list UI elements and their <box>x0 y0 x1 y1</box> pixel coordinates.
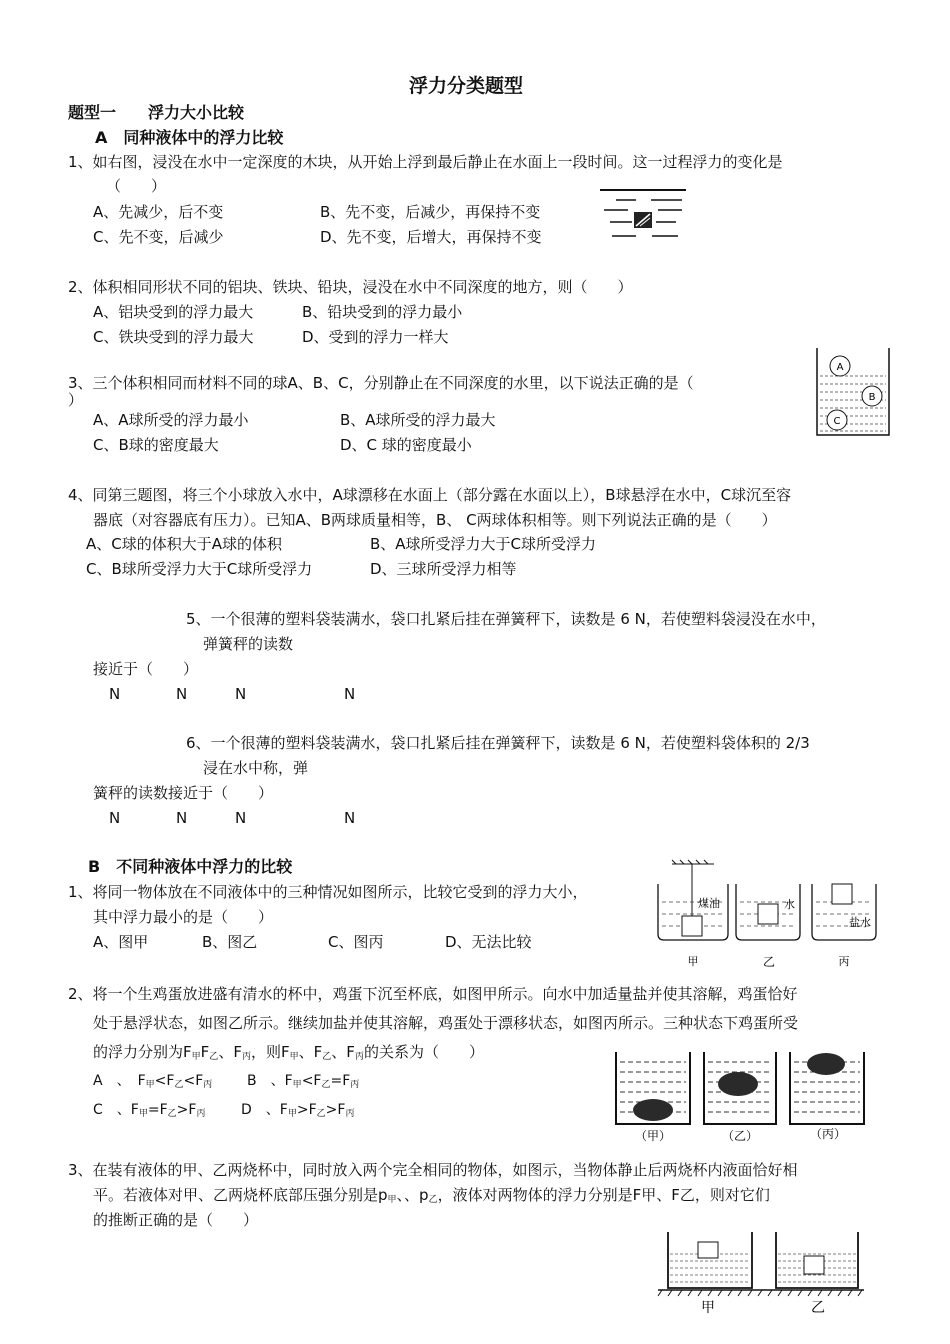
b3-fig-caption-2: 乙 <box>811 1300 825 1316</box>
b3-fig-caption-1: 甲 <box>701 1300 715 1316</box>
q3-fig-label-b: B <box>868 392 876 403</box>
q6-option-1: N <box>109 809 121 827</box>
b1-fig-caption-1: 甲 <box>687 955 699 968</box>
b3-stem-line1: 3、在装有液体的甲、乙两烧杯中，同时放入两个完全相同的物体，如图示，当物体静止后两烧杯内液面恰好相 <box>68 1161 798 1179</box>
q2-option-d: D、受到的浮力一样大 <box>302 328 449 346</box>
q5-option-3: N <box>235 685 247 703</box>
q4-option-b: B、A球所受浮力大于C球所受浮力 <box>370 535 597 553</box>
q2-option-c: C、铁块受到的浮力最大 <box>93 328 254 346</box>
q1-option-a: A、先减少，后不变 <box>93 203 224 221</box>
q6-stem-line3: 簧秤的读数接近于（ ） <box>93 784 274 802</box>
q6-stem-line2: 浸在水中称，弹 <box>203 759 309 777</box>
b2-option-a: A 、 $F_甲<F_乙<F_丙$ <box>93 1073 213 1090</box>
q1-figure <box>596 186 688 248</box>
b2-option-b: B 、$F_甲<F_乙=F_丙$ <box>247 1073 360 1090</box>
b1-fig-liquid-3: 盐水 <box>849 916 871 929</box>
b2-stem-line1: 2、将一个生鸡蛋放进盛有清水的杯中，鸡蛋下沉至杯底，如图甲所示。向水中加适量盐并使其溶解，鸡蛋恰好 <box>68 985 798 1003</box>
b1-figure <box>654 858 884 970</box>
b2-fig-caption-1: （甲） <box>634 1129 672 1143</box>
q2-option-b: B、铅块受到的浮力最小 <box>302 303 463 321</box>
b1-stem-line1: 1、将同一物体放在不同液体中的三种情况如图所示，比较它受到的浮力大小， <box>68 883 588 901</box>
q6-option-3: N <box>235 809 247 827</box>
q3-fig-label-c: C <box>833 416 841 427</box>
q4-stem-line1: 4、同第三题图，将三个小球放入水中，A球漂移在水面上（部分露在水面以上），B球悬浮在水中，C球沉至容 <box>68 486 792 504</box>
b1-fig-liquid-1: 煤油 <box>698 897 720 910</box>
b1-fig-caption-3: 丙 <box>838 955 850 968</box>
b3-stem-line3: 的推断正确的是（ ） <box>93 1211 259 1229</box>
q1-option-c: C、先不变，后减少 <box>93 228 224 246</box>
q4-option-c: C、B球所受浮力大于C球所受浮力 <box>86 560 313 578</box>
q3-option-b: B、A球所受的浮力最大 <box>340 411 496 429</box>
b1-fig-liquid-2: 水 <box>784 898 795 911</box>
q3-stem-end: ） <box>68 391 84 409</box>
q4-option-d: D、三球所受浮力相等 <box>370 560 517 578</box>
b2-fig-caption-2: （乙） <box>721 1129 759 1143</box>
b1-option-a: A、图甲 <box>93 933 149 951</box>
q1-option-b: B、先不变，后减少，再保持不变 <box>320 203 541 221</box>
part-a-heading: A 同种液体中的浮力比较 <box>95 128 284 147</box>
q3-option-a: A、A球所受的浮力最小 <box>93 411 249 429</box>
b2-figure <box>610 1046 882 1146</box>
b1-fig-caption-2: 乙 <box>762 955 776 969</box>
b2-fig-caption-3: （丙） <box>809 1127 847 1141</box>
page-title: 浮力分类题型 <box>409 75 524 97</box>
q1-stem: 1、如右图，浸没在水中一定深度的木块，从开始上浮到最后静止在水面上一段时间。这一过程浮力的变化是 <box>68 153 783 171</box>
q1-option-d: D、先不变，后增大，再保持不变 <box>320 228 542 246</box>
q3-option-d: D、C 球的密度最小 <box>340 436 472 454</box>
b2-option-c: C 、$F_甲=F_乙>F_丙$ <box>93 1102 206 1119</box>
q4-stem-line2: 器底（对容器底有压力）。已知A、B两球质量相等，B、 C两球体积相等。则下列说法正确的是（ ） <box>93 511 777 529</box>
part-b-heading: B 不同种液体中浮力的比较 <box>88 857 293 876</box>
q3-stem: 3、三个体积相同而材料不同的球A、B、C，分别静止在不同深度的水里，以下说法正确的是（ <box>68 374 694 392</box>
b2-stem-line2: 处于悬浮状态，如图乙所示。继续加盐并使其溶解，鸡蛋处于漂移状态，如图丙所示。三种状态下鸡蛋所受 <box>93 1014 799 1032</box>
q5-stem-line3: 接近于（ ） <box>93 660 199 678</box>
b2-stem-line3: 的浮力分别为$F_甲F_乙$、$F_丙$，则$F_甲$、$F_乙$、$F_丙$的关系为（ ） <box>93 1043 484 1062</box>
q2-stem: 2、体积相同形状不同的铝块、铁块、铅块，浸没在水中不同深度的地方，则（ ） <box>68 278 633 296</box>
q5-option-4: N <box>344 685 356 703</box>
q3-figure <box>812 346 894 438</box>
b3-stem-line2: 平。若液体对甲、乙两烧杯底部压强分别是$p_甲$、、$p_乙$，液体对两物体的浮力分别是F甲、F乙，则对它们 <box>93 1186 770 1205</box>
q6-option-2: N <box>176 809 188 827</box>
q4-option-a: A、C球的体积大于A球的体积 <box>86 535 282 553</box>
q6-option-4: N <box>344 809 356 827</box>
q1-blank: （ ） <box>106 177 167 195</box>
q6-stem-line1: 6、一个很薄的塑料袋装满水，袋口扎紧后挂在弹簧秤下，读数是 6 N，若使塑料袋体积的 2/3 <box>186 734 810 752</box>
q2-option-a: A、铝块受到的浮力最大 <box>93 303 254 321</box>
b1-option-b: B、图乙 <box>202 933 258 951</box>
b1-option-d: D、无法比较 <box>445 933 532 951</box>
b2-option-d: D 、$F_甲>F_乙>F_丙$ <box>241 1102 355 1119</box>
section-heading: 题型一 浮力大小比较 <box>68 103 245 122</box>
q5-option-1: N <box>109 685 121 703</box>
q5-stem-line1: 5、一个很薄的塑料袋装满水，袋口扎紧后挂在弹簧秤下，读数是 6 N，若使塑料袋浸没在水中， <box>186 610 826 628</box>
b1-option-c: C、图丙 <box>328 933 384 951</box>
b1-stem-line2: 其中浮力最小的是（ ） <box>93 908 274 926</box>
q3-fig-label-a: A <box>836 362 844 373</box>
b3-figure <box>656 1228 866 1340</box>
q5-option-2: N <box>176 685 188 703</box>
q5-stem-line2: 弹簧秤的读数 <box>203 635 294 653</box>
q3-option-c: C、B球的密度最大 <box>93 436 219 454</box>
